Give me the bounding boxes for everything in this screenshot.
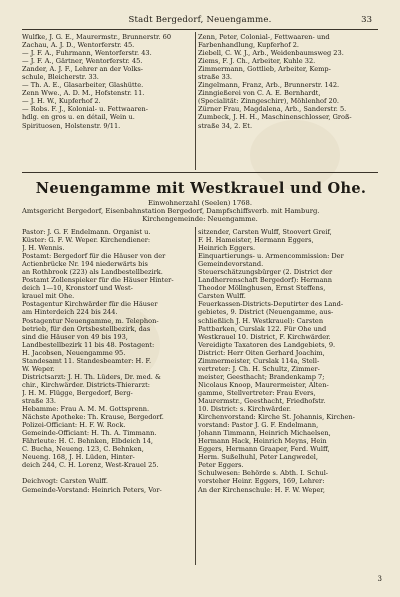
directory-entry-line: straße 34, 2. Et. (198, 121, 253, 130)
directory-entry-line: krauel mit Ohe. (22, 292, 75, 301)
directory-entry-line: Westkrauel 10. District, F. Kirchwärder. (198, 332, 331, 341)
top-left-column (22, 33, 194, 130)
directory-entry-line: betrieb, für den Ortsbestellbezirk, das (22, 324, 151, 333)
directory-entry-line: Zenn Wwe., A. D. M., Hofstenstr. 11. (22, 89, 145, 98)
parish-line: Kirchengemeinde: Neuengamme. (142, 215, 258, 223)
directory-entry-line: Postamt Zollenspieker für die Häuser Hinter- (22, 276, 174, 285)
directory-entry-line: W. Weper. (22, 364, 55, 373)
directory-entry-line: J. H. Wennis. (22, 244, 65, 253)
directory-entry-line: vorstand: Pastor J. G. F. Endelmann, (198, 421, 319, 430)
directory-entry-line: schließlich J. H. Westkrauel): Carsten (198, 316, 324, 325)
section-rule (22, 172, 378, 173)
directory-entry-line: Neueng. 168, J. H. Lüden, Hinter- (22, 453, 135, 462)
directory-entry-line: Standesamt 11. Standesbeamter: H. F. (22, 356, 152, 365)
directory-entry-line: Schulwesen: Behörde s. Abth. I. Schul- (198, 469, 329, 478)
directory-entry-line: meister, Geesthacht; Brandenkamp 7; (198, 372, 325, 381)
directory-entry-line: An der Kirchenschule: H. F. W. Weper, (198, 485, 325, 494)
directory-entry-line: Maurermstr., Geesthacht, Friedhofstr. (198, 396, 326, 405)
directory-entry-line: Pattbarken, Curslak 122. Für Ohe und (198, 324, 327, 333)
directory-entry-line: gamme, Stellvertreter: Frau Evers, (198, 388, 316, 397)
directory-entry-line: — J. H. W., Kupferhof 2. (22, 97, 101, 106)
column-divider (195, 32, 196, 170)
directory-entry-line: Einquartierungs- u. Armencommission: Der (198, 252, 344, 261)
directory-entry-line: Actienbrücke Nr. 194 niederwärts bis (22, 260, 148, 269)
directory-entry-line: — J. F. A., Fuhrmann, Wentorferstr. 43. (22, 49, 152, 58)
directory-entry-line: H. Jacobsen, Neuengamme 95. (22, 348, 126, 357)
directory-entry-line: Nächste Apotheke: Th. Krause, Bergedorf. (22, 413, 164, 422)
directory-entry-line: Hermann Hack, Heinrich Meyns, Hein (198, 437, 327, 446)
directory-entry-line: vorsteher Heinr. Eggers, 169, Lehrer: (198, 477, 325, 486)
directory-entry-line: Polizei-Officiant: H. F. W. Rock. (22, 421, 126, 430)
header-rule (22, 29, 378, 30)
directory-entry-line: District: Herr Oiten Gerhard Joachim, (198, 348, 325, 357)
directory-entry-line: Postagentur Kirchwärder für die Häuser (22, 300, 158, 309)
directory-entry-line: Carsten Wulff. (198, 292, 246, 301)
court-station-line: Amtsgericht Bergedorf, Eisenbahnstation Bergedorf, Dampfschiffsverb. mit Hamburg. (22, 207, 320, 215)
directory-entry-line: am Hinterdeich 224 bis 244. (22, 308, 118, 317)
directory-entry-line: C. Bucha, Neueng. 123, C. Behnken, (22, 445, 144, 454)
directory-entry-line: Peter Eggers. (198, 461, 244, 470)
directory-entry-line: Postagentur Neuengamme, m. Telephon- (22, 316, 159, 325)
directory-entry-line: Küster: G. F. W. Weper. Kirchendiener: (22, 236, 151, 245)
main-left-column (22, 228, 194, 494)
header-page-number: 33 (361, 15, 372, 25)
directory-entry-line: hdlg. en gros u. en détail, Wein u. (22, 113, 135, 122)
directory-entry-line: Farbenhandlung, Kupferhof 2. (198, 41, 300, 50)
running-header (10, 15, 390, 27)
directory-entry-line: Zinngießerei von C. A. E. Bernhardt, (198, 89, 321, 98)
directory-entry-line: Zachau, A. J. D., Wentorferstr. 45. (22, 41, 135, 50)
directory-entry-line: Heinrich Eggers. (198, 244, 256, 253)
directory-entry-line: Postamt: Bergedorf für die Häuser von der (22, 252, 166, 261)
directory-entry-line: straße 33. (22, 396, 57, 405)
top-right-column (198, 33, 382, 130)
directory-entry-line: Gemeinde-Officiant: H. Th. A. Timmann. (22, 429, 157, 438)
directory-entry-line: Spirituosen, Holstenstr. 9/11. (22, 121, 121, 130)
directory-entry-line: F. H. Hameister, Hermann Eggers, (198, 236, 314, 245)
directory-entry-line: — Th. A. E., Glasarbeiter, Glashütte. (22, 81, 144, 90)
directory-entry-line: Districtsarzt: J. H. Th. Lüders, Dr. med. & (22, 372, 161, 381)
directory-entry-line: Herm. Sußelhuhl, Peter Langwedel, (198, 453, 318, 462)
directory-entry-line: sind die Häuser von 49 bis 193, (22, 332, 128, 341)
directory-entry-line: — J. F. A., Gärtner, Wentorferstr. 45. (22, 57, 143, 66)
directory-entry-line: J. H. M. Flügge, Bergedorf, Berg- (22, 388, 133, 397)
directory-entry-line: Zürner Frau, Magdalena, Arb., Sanderstr. 5. (198, 105, 347, 114)
section-title: Neuengamme mit Westkrauel und Ohe. (35, 180, 367, 197)
directory-entry-line: Steuerschätzungsbürger (2. District der (198, 268, 333, 277)
directory-entry-line: Zimmermann, Gottlieb, Arbeiter, Kemp- (198, 65, 331, 74)
directory-entry-line: Johann Timmann, Heinrich Michaelsen, (198, 429, 331, 438)
header-title: Stadt Bergedorf, Neuengamme. (128, 15, 272, 25)
directory-entry-line: Eggers, Hermann Graaper, Ferd. Wulff, (198, 445, 330, 454)
directory-entry-line: Feuerkassen-Districts-Deputirter des Land- (198, 300, 344, 309)
directory-entry-line: Wulfke, J. G. E., Maurermstr., Brunnerstr. 60 (22, 33, 172, 41)
directory-entry-line: Gemeinde-Vorstand: Heinrich Peters, Vor- (22, 485, 162, 494)
directory-entry-line: Gemeindevorstand. (198, 260, 264, 269)
directory-entry-line: Landherrenschaft Bergedorf): Hermann (198, 276, 332, 285)
directory-entry-line: Theodor Möllnghusen, Ernst Steffens, (198, 284, 326, 293)
directory-entry-line: Zingelmann, Franz, Arb., Brunnerstr. 142. (198, 81, 340, 90)
directory-entry-line: Ziems, F. J. Ch., Arbeiter, Kuhle 32. (198, 57, 316, 66)
directory-entry-line: Zenn, Peter, Colonial-, Fettwaaren- und (198, 33, 330, 41)
directory-entry-line: Pastor: J. G. F. Endelmann. Organist u. (22, 228, 151, 236)
directory-entry-line: schule, Bleicherstr. 33. (22, 73, 99, 82)
directory-entry-line: 10. District: s. Kirchwärder. (198, 405, 292, 414)
directory-entry-line: Ziebell, C. W. J., Arb., Weidenbaumsweg 23. (198, 49, 344, 58)
directory-entry-line: Nicolaus Knoop, Maurermeister, Alten- (198, 380, 329, 389)
directory-entry-line: chir., Kirchwärder. Districts-Thierarzt: (22, 380, 151, 389)
column-divider (195, 227, 196, 565)
directory-entry-line: Zander, A. J. F., Lehrer an der Volks- (22, 65, 143, 74)
population-line: Einwohnerzahl (Seelen) 1768. (148, 199, 252, 207)
directory-entry-line: straße 33. (198, 73, 233, 82)
directory-entry-line: Zimmermeister, Curslak 114a, Stell- (198, 356, 320, 365)
directory-entry-line: deich 1—10, Kronstorf und West- (22, 284, 133, 293)
directory-entry-line: sitzender, Carsten Wulff, Stoovert Greif, (198, 228, 332, 236)
footer-page-number: 3 (377, 575, 382, 583)
directory-entry-line: deich 244, C. H. Lorenz, West-Krauel 25. (22, 461, 159, 470)
directory-entry-line: Kirchenvorstand: Kirche St. Johannis, Kirchen- (198, 413, 355, 422)
directory-entry-line: Landbestellbezirk 11 bis 48. Postagent: (22, 340, 155, 349)
directory-entry-line: Zumbeck, J. H. H., Maschinenschlosser, Groß- (198, 113, 352, 122)
directory-entry-line: (Specialität: Zinngeschirr), Möhlenhof 20. (198, 97, 339, 106)
directory-entry-line: — Robs. F. J., Kolonial- u. Fettwaaren- (22, 105, 148, 114)
directory-entry-line: Vereidigte Taxatoren des Landgebiets, 9. (198, 340, 336, 349)
directory-entry-line: Fährleute: H. C. Behnken, Elbdeich 14, (22, 437, 154, 446)
directory-entry-line: an Rothbrook (223) als Landbestellbezirk. (22, 268, 163, 277)
directory-entry-line: vertreter: J. Ch. H. Schultz, Zimmer- (198, 364, 320, 373)
directory-entry-line (22, 469, 194, 477)
directory-entry-line: Deichvogt: Carsten Wulff. (22, 477, 108, 486)
main-right-column (198, 228, 382, 494)
directory-entry-line: gebietes, 9. District (Neuengamme, aus- (198, 308, 334, 317)
directory-entry-line: Hebamme: Frau A. M. M. Gottsprenn. (22, 405, 150, 414)
